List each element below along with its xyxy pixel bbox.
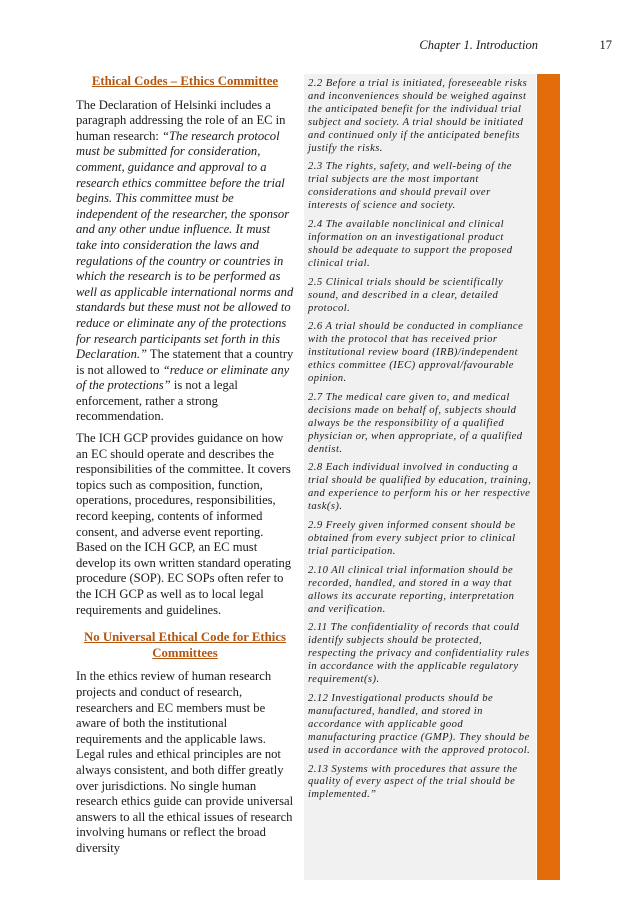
principle-item: 2.5 Clinical trials should be scientifically sound, and described in a clear, detailed protocol. [308, 276, 504, 314]
principle-item: 2.12 Investigational products should be manufactured, handled, and stored in accordance with applicable good manufacturing practice (GMP). They should be used in accordance with the approved protocol. [308, 692, 531, 756]
page-number: 17 [599, 38, 612, 52]
principle-item: 2.4 The available nonclinical and clinical information on an investigational product should be adequate to support the proposed clinical trial. [308, 219, 513, 269]
helsinki-end: is not a legal enforcement, rather a strong recommendation. [76, 378, 238, 424]
accent-bar [537, 74, 560, 880]
main-column [76, 74, 294, 863]
section-heading-no-universal-code: No Universal Ethical Code for Ethics Committees [83, 630, 287, 660]
paragraph-ethics-review: In the ethics review of human research projects and conduct of research, researchers and EC members must be aware of both the institutional requirements and the applicable laws. Legal rules and ethical principles are not always consistent, and both differ greatly over jurisdictions. No single human research ethics guide can provide universal answers to all the ethical issues of research involving humans or reflect the broad diversity [76, 669, 294, 855]
principle-item: 2.6 A trial should be conducted in compliance with the protocol that has received prior institutional review board (IRB)/independent ethics committee (IEC) approval/favourable opinion. [308, 321, 524, 385]
helsinki-mid: The statement that a country is not allowed to [76, 347, 294, 377]
principle-item: 2.11 The confidentiality of records that could identify subjects should be protected, respecting the privacy and confidentiality rules in accordance with the applicable regulatory requirement(s). [308, 622, 530, 686]
running-header [419, 38, 612, 53]
principle-item: 2.8 Each individual involved in conducting a trial should be qualified by education, training, and experience to perform his or her respective task(s). [308, 462, 532, 513]
principle-item: 2.7 The medical care given to, and medical decisions made on behalf of, subjects should always be the responsibility of a qualified physician or, when appropriate, of a qualified dentist. [308, 391, 523, 455]
chapter-title: Chapter 1. Introduction [419, 38, 538, 52]
principle-item: 2.13 Systems with procedures that assure the quality of every aspect of the trial should be implemented.” [308, 763, 518, 801]
principle-item: 2.2 Before a trial is initiated, foreseeable risks and inconveniences should be weighed against the anticipated benefit for the individual trial subject and society. A trial should be initiated and continued only if the anticipated benefits justify the risks. [308, 78, 528, 154]
helsinki-quote-2: “reduce or eliminate any of the protections” [76, 362, 290, 393]
principle-item: 2.9 Freely given informed consent should be obtained from every subject prior to clinical trial participation. [308, 520, 516, 557]
helsinki-intro: The Declaration of Helsinki includes a paragraph addressing the role of an EC in human research: [76, 97, 286, 143]
paragraph-helsinki [76, 98, 294, 425]
principle-item: 2.10 All clinical trial information should be recorded, handled, and stored in a way that allows its accurate reporting, interpretation and verification. [308, 564, 515, 615]
section-heading-ethical-codes: Ethical Codes – Ethics Committee [91, 74, 279, 88]
ich-principles-list [308, 78, 532, 808]
principle-item: 2.3 The rights, safety, and well-being of the trial subjects are the most important considerations and should prevail over interests of science and society. [308, 161, 512, 212]
paragraph-ich-gcp: The ICH GCP provides guidance on how an EC should operate and describes the responsibilities of the committee. It covers topics such as composition, function, operations, procedures, responsibilities, record keeping, contents of informed consent, and adverse event reporting. Based on the ICH GCP, an EC must develop its own written standard operating procedure (SOP). EC SOPs often refer to the ICH GCP as well as to local legal requirements and guidelines. [76, 431, 292, 617]
helsinki-quote: “The research protocol must be submitted for consideration, comment, guidance and approval to a research ethics committee before the trial begins. This committee must be independent of the researcher, the sponsor and any other undue influence. It must take into consideration the laws and regulations of the country or countries in which the research is to be performed as well as applicable international norms and standards but these must not be allowed to reduce or eliminate any of the protections for research participants set forth in this Declaration.” [76, 128, 294, 362]
